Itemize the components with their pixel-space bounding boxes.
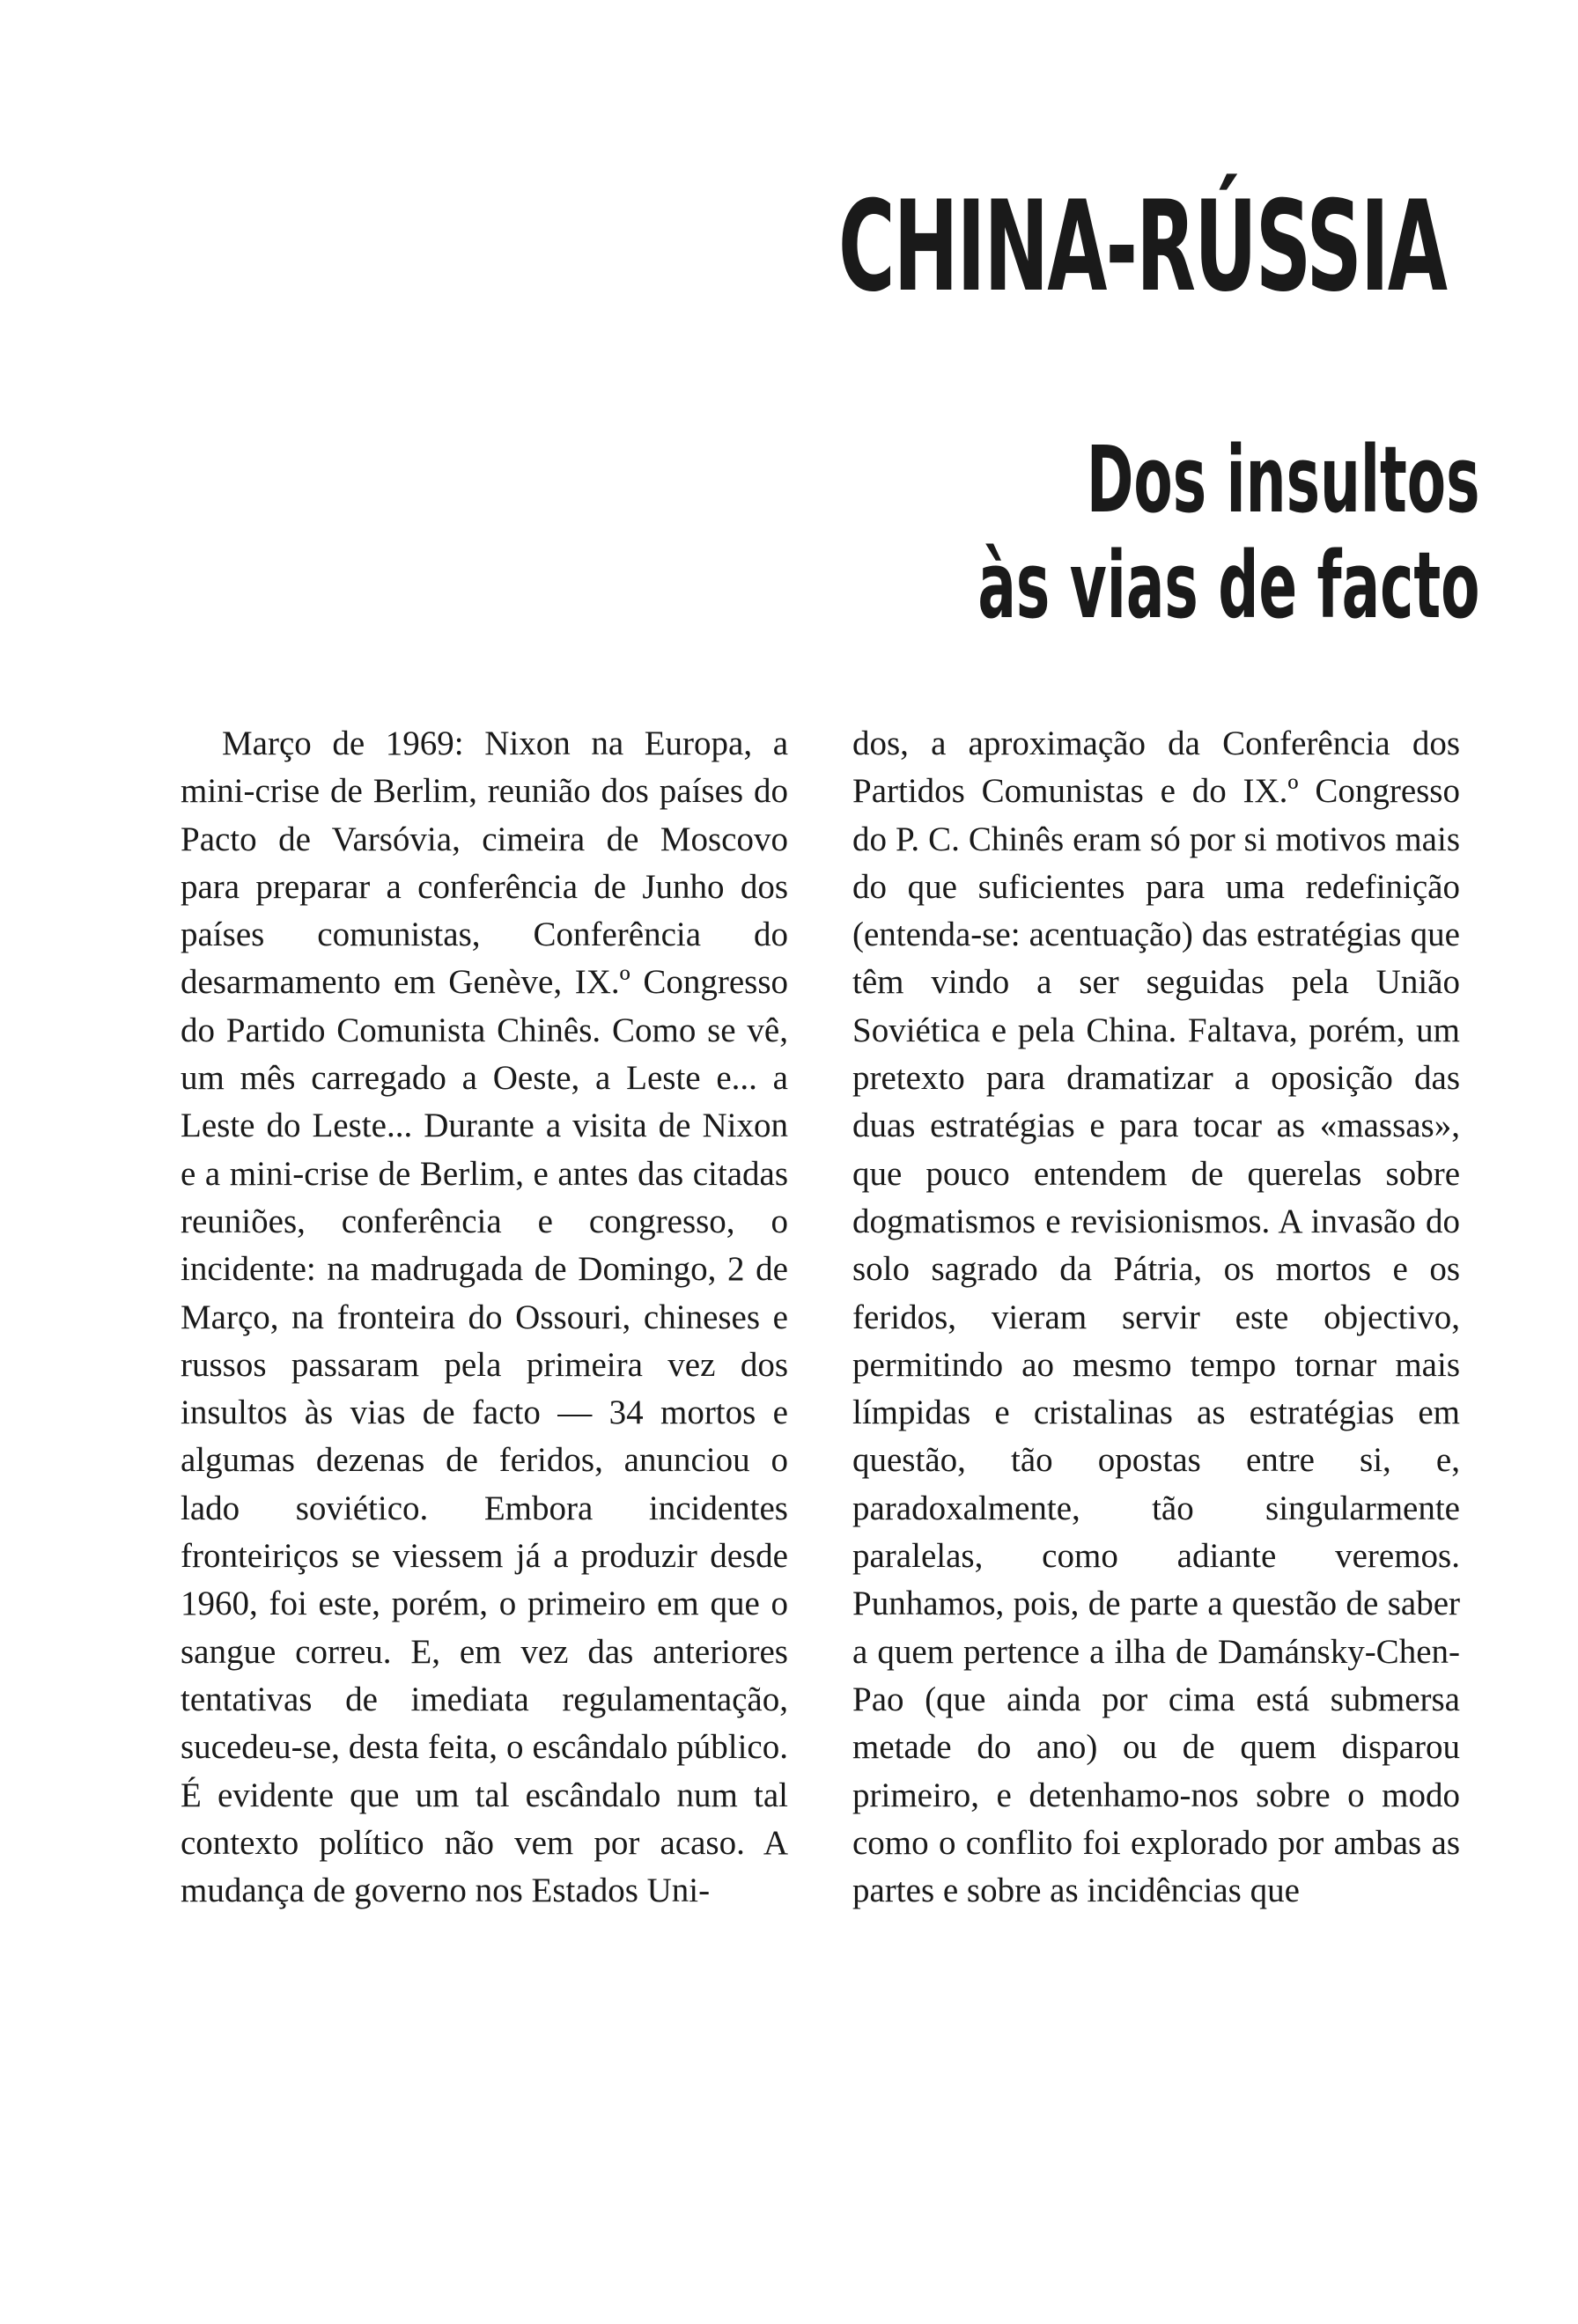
- body-paragraph-right: dos, a aproximação da Conferência dos Partidos Comunistas e do IX.º Congresso do P. C. Chinês eram só por si motivos mais do que suficientes para uma redefinição (entenda-se: acentuação) das estratégias que têm vindo a ser seguidas pela União Soviética e pela China. Faltava, porém, um pretexto para dramatizar a oposição das duas estratégias e para tocar as «massas», que pouco entendem de querelas sobre dogmatismos e revisionismos. A invasão do solo sagrado da Pátria, os mortos e os feridos, vieram servir este objectivo, permitindo ao mesmo tempo tornar mais límpidas e cristalinas as estratégias em questão, tão opostas entre si, e, paradoxalmente, tão singularmente paralelas, como adiante veremos. Punhamos, pois, de parte a questão de saber a quem pertence a ilha de Damánsky-Chen-Pao (que ainda por cima está submersa metade do ano) ou de quem disparou primeiro, e detenhamo-nos sobre o modo como o conflito foi explorado por ambas as partes e sobre as incidências que: [852, 724, 1460, 1910]
- body-paragraph-left: Março de 1969: Nixon na Europa, a mini-crise de Berlim, reunião dos países do Pacto de Varsóvia, cimeira de Moscovo para preparar a conferência de Junho dos países comunistas, Conferência do desarmamento em Genève, IX.º Congresso do Partido Comunista Chinês. Como se vê, um mês carregado a Oeste, a Leste e... a Leste do Leste... Durante a visita de Nixon e a mini-crise de Berlim, e antes das citadas reuniões, conferência e congresso, o incidente: na madrugada de Domingo, 2 de Março, na fronteira do Ossouri, chineses e russos passaram pela primeira vez dos insultos às vias de facto — 34 mortos e algumas dezenas de feridos, anunciou o lado soviético. Embora incidentes fronteiriços se viessem já a produzir desde 1960, foi este, porém, o primeiro em que o sangue correu. E, em vez das anteriores tentativas de imediata regulamentação, sucedeu-se, desta feita, o escândalo público. É evidente que um tal escândalo num tal contexto político não vem por acaso. A mudança de governo nos Estados Uni-: [181, 724, 788, 1910]
- subtitle-line-2: às vias de facto: [977, 532, 1479, 639]
- text-column-right: [852, 720, 1460, 2190]
- text-column-left: [181, 720, 788, 2190]
- subtitle-line-1: Dos insultos: [1086, 426, 1479, 533]
- article-title: CHINA-RÚSSIA: [837, 174, 1446, 320]
- article-subtitle: [977, 427, 1479, 638]
